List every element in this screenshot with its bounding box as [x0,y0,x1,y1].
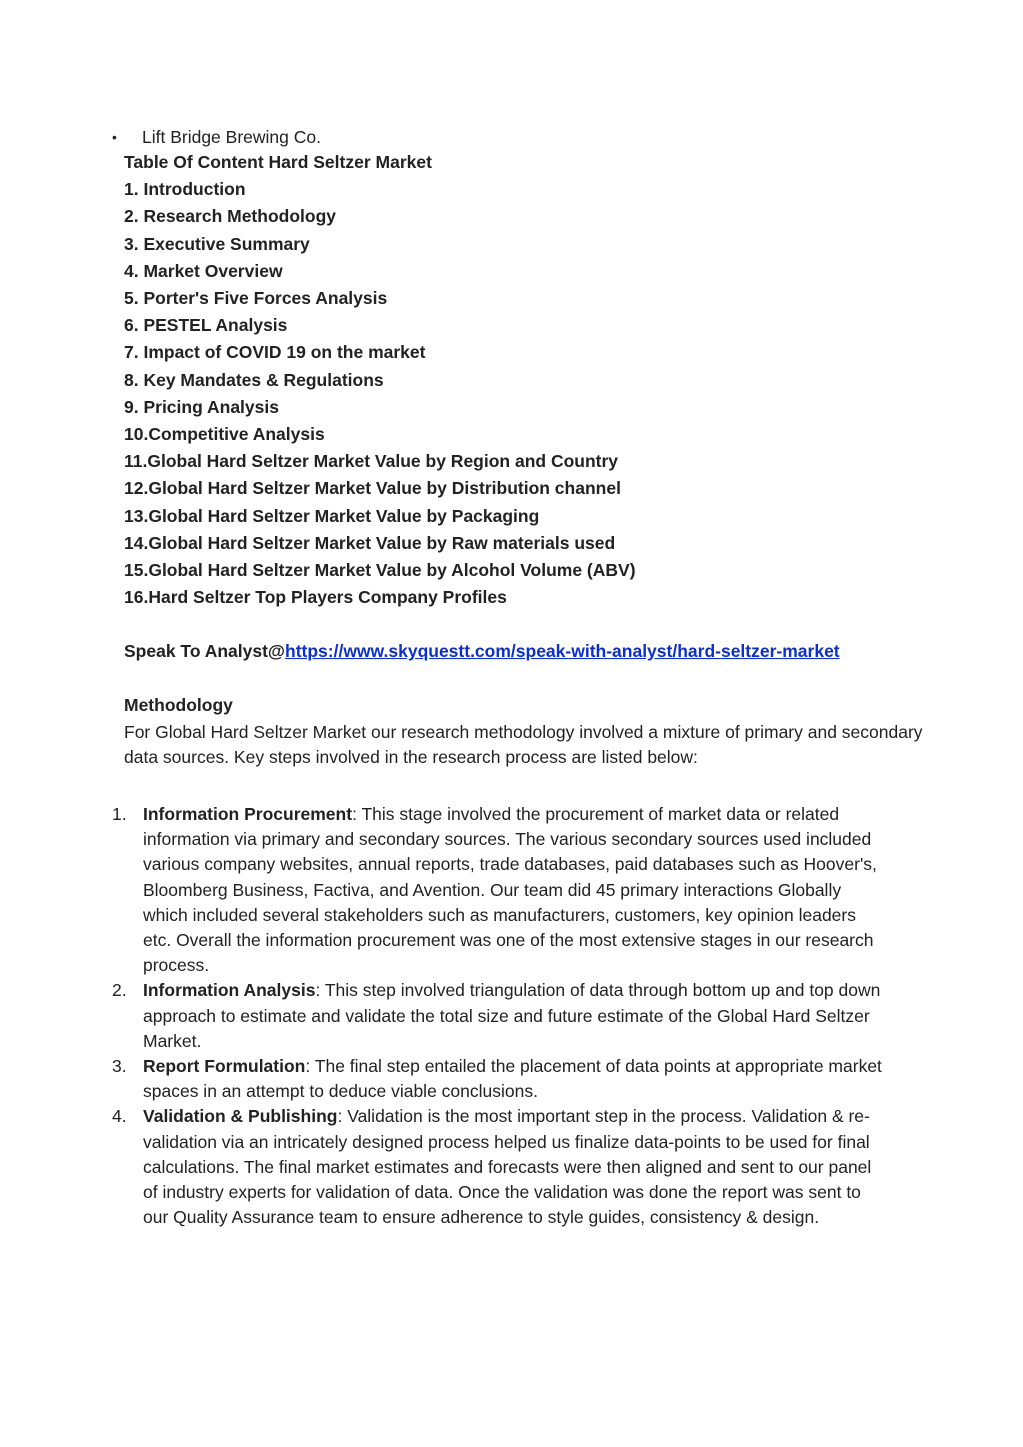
toc-item: 6. PESTEL Analysis [124,315,288,336]
methodology-step [112,1104,882,1230]
toc-title: Table Of Content Hard Seltzer Market [124,152,432,172]
methodology-heading: Methodology [124,695,233,715]
methodology-step [112,802,882,978]
table-of-contents [124,149,984,611]
toc-item: 1. Introduction [124,179,246,200]
toc-item: 13.Global Hard Seltzer Market Value by Packaging [124,505,540,526]
step-text: : This stage involved the procurement of market data or related information via primary and secondary sources. The various secondary sources used included various company websites, annual reports, trade databases, paid databases such as Hoover's, Bloomberg Business, Factiva, and Avention. Our team did 45 primary interactions Globally which included several stakeholders such as manufacturers, customers, key opinion leaders etc. Overall the information procurement was one of the most extensive stages in our research process. [143,804,877,976]
toc-item: 4. Market Overview [124,260,283,281]
step-number: 4. [112,1106,127,1127]
toc-item: 14.Global Hard Seltzer Market Value by Raw materials used [124,532,616,553]
step-title: Information Procurement [143,804,353,824]
toc-item: 15.Global Hard Seltzer Market Value by Alcohol Volume (ABV) [124,560,636,581]
bullet-item-text: Lift Bridge Brewing Co. [142,127,321,147]
step-text: : The final step entailed the placement of data points at appropriate market spaces in an attempt to deduce viable conclusions. [143,1056,882,1102]
step-text: : Validation is the most important step in the process. Validation & re-validation via an intricately designed process helped us finalize data-points to be used for final calculations. The final market estimates and forecasts were then aligned and sent to our panel of industry experts for validation of data. Once the validation was done the report was sent to our Quality Assurance team to ensure adherence to style guides, consistency & design. [143,1106,872,1228]
toc-item: 2. Research Methodology [124,206,336,227]
speak-to-analyst [124,638,840,664]
toc-item: 12.Global Hard Seltzer Market Value by Distribution channel [124,478,621,499]
toc-item: 7. Impact of COVID 19 on the market [124,342,426,363]
step-title: Validation & Publishing [143,1106,338,1127]
bullet-item [112,125,321,149]
methodology-step [112,1054,882,1104]
methodology-intro: For Global Hard Seltzer Market our research methodology involved a mixture of primary and secondary data sources. Key steps involved in the research process are listed below: [124,722,923,767]
toc-item: 11.Global Hard Seltzer Market Value by Region and Country [124,451,619,472]
toc-item: 9. Pricing Analysis [124,396,279,417]
bullet-icon: • [112,129,117,145]
toc-item: 8. Key Mandates & Regulations [124,369,384,390]
step-number: 2. [112,980,127,1001]
methodology-step [112,978,882,1054]
step-title: Report Formulation [143,1056,306,1077]
toc-item: 5. Porter's Five Forces Analysis [124,288,388,309]
toc-item: 10.Competitive Analysis [124,424,325,445]
step-number: 3. [112,1056,127,1077]
analyst-link[interactable]: https://www.skyquestt.com/speak-with-analyst/hard-seltzer-market [285,641,840,661]
step-text: : This step involved triangulation of data through bottom up and top down approach to estimate and validate the total size and future estimate of the Global Hard Seltzer Market. [143,980,881,1051]
toc-item: 16.Hard Seltzer Top Players Company Profiles [124,587,507,608]
methodology-steps-list [112,802,882,1230]
step-number: 1. [112,804,127,824]
toc-item: 3. Executive Summary [124,233,310,254]
step-title: Information Analysis [143,980,316,1001]
analyst-prefix: Speak To Analyst@ [124,641,285,661]
